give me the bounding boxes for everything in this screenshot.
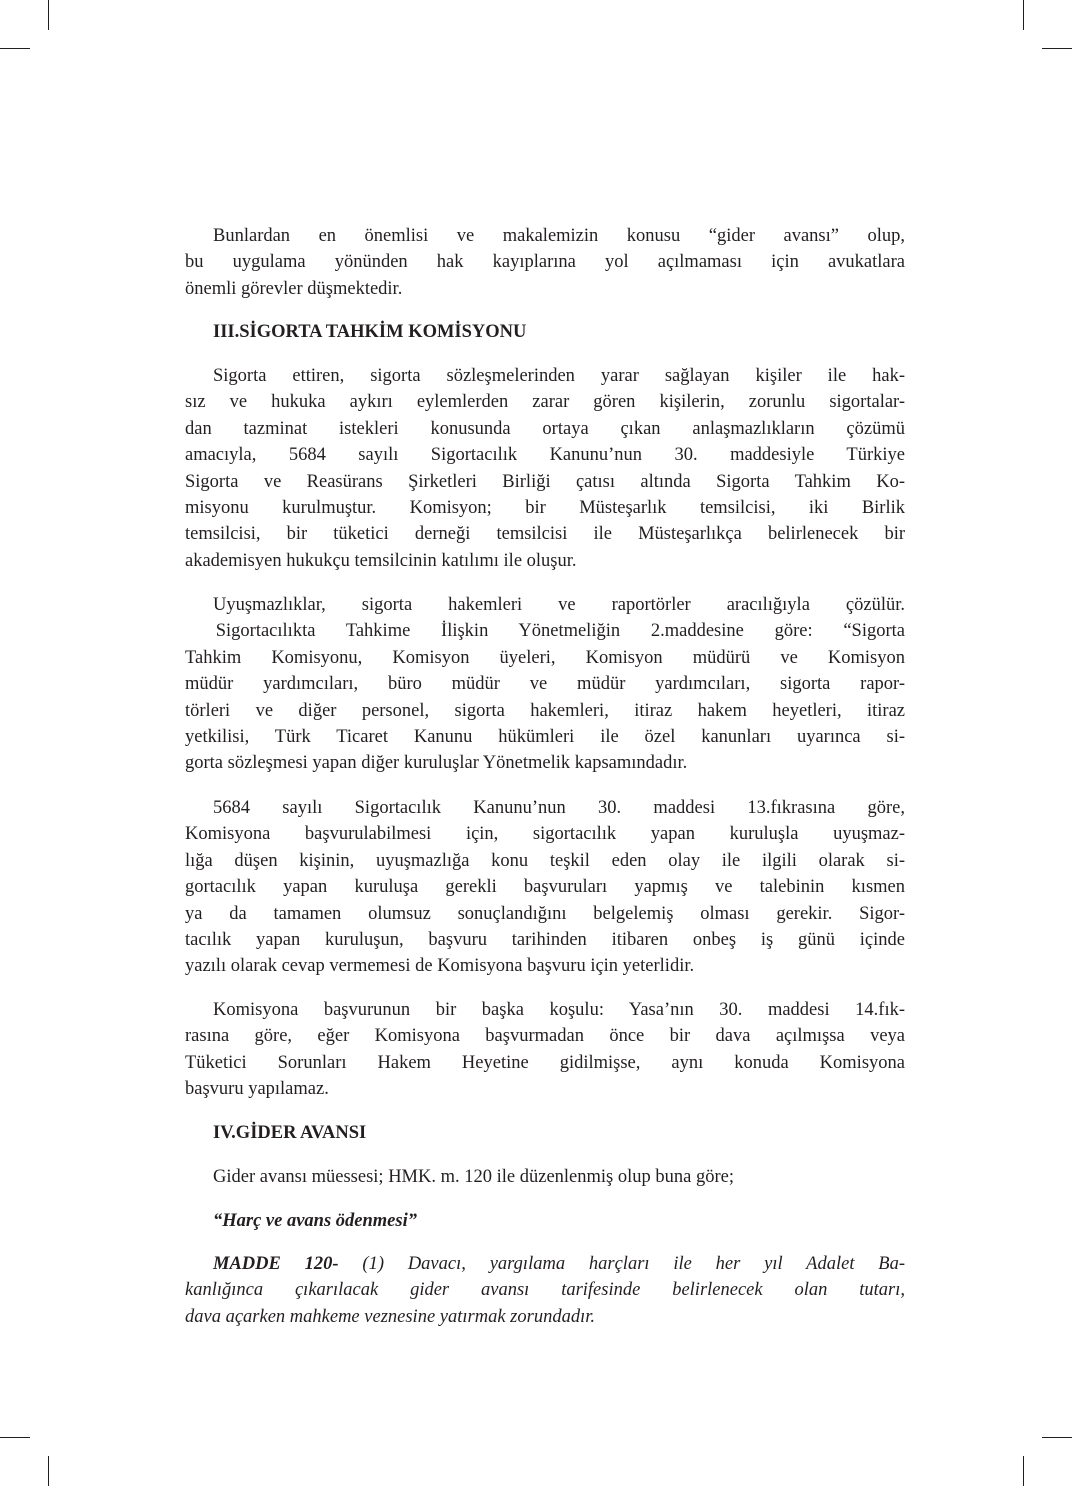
crop-mark <box>0 48 30 49</box>
article-120 <box>185 1251 905 1330</box>
text-line: bu uygulama yönünden hak kayıplarına yol açılmaması için avukatlara <box>185 252 905 273</box>
text-line: Bunlardan en önemlisi ve makalemizin konusu “gider avansı” olup, <box>213 226 905 246</box>
paragraph-2 <box>185 363 905 574</box>
text-line: amacıyla, 5684 sayılı Sigortacılık Kanunu’nun 30. maddesiyle Türkiye <box>185 445 905 466</box>
quote-title: “Harç ve avans ödenmesi” <box>213 1211 417 1231</box>
text-line: törleri ve diğer personel, sigorta hakemleri, itiraz hakem heyetleri, itiraz <box>185 700 905 721</box>
text-line: Komisyona başvurulabilmesi için, sigortacılık yapan kuruluşla uyuşmaz- <box>185 824 905 845</box>
text-line: 5684 sayılı Sigortacılık Kanunu’nun 30. maddesi 13.fıkrasına göre, <box>213 798 905 818</box>
paragraph-3 <box>185 592 905 777</box>
text-line: Uyuşmazlıklar, sigorta hakemleri ve raportörler aracılığıyla çözülür. <box>213 595 905 615</box>
crop-mark <box>48 1456 49 1486</box>
text-line: Komisyona başvurunun bir başka koşulu: Yasa’nın 30. maddesi 14.fık- <box>213 1000 905 1020</box>
text-line: Sigortacılıkta Tahkime İlişkin Yönetmeliğin 2.maddesine göre: “Sigorta <box>185 621 905 642</box>
crop-mark <box>1023 0 1024 30</box>
text-line: misyonu kurulmuştur. Komisyon; bir Müsteşarlık temsilcisi, iki Birlik <box>185 497 905 518</box>
text-line: dan tazminat istekleri konusunda ortaya çıkan anlaşmazlıkların çözümü <box>185 418 905 439</box>
text-line: yetkilisi, Türk Ticaret Kanunu hükümleri ile özel kanunları uyarınca si- <box>185 726 905 747</box>
text-line: başvuru yapılamaz. <box>185 1079 329 1100</box>
text-line: rasına göre, eğer Komisyona başvurmadan önce bir dava açılmışsa veya <box>185 1026 905 1047</box>
paragraph-5 <box>185 997 905 1103</box>
crop-mark <box>48 0 49 30</box>
crop-mark <box>1042 48 1072 49</box>
text-line: Tahkim Komisyonu, Komisyon üyeleri, Komisyon müdürü ve Komisyon <box>185 647 905 668</box>
section-heading-3: III.SİGORTA TAHKİM KOMİSYONU <box>213 322 527 342</box>
text-line: sız ve hukuka aykırı eylemlerden zarar gören kişilerin, zorunlu sigortalar- <box>185 392 905 413</box>
text-line: lığa düşen kişinin, uyuşmazlığa konu teşkil eden olay ile ilgili olarak si- <box>185 850 905 871</box>
text-line: (1) Davacı, yargılama harçları ile her yıl Adalet Ba- <box>338 1254 905 1274</box>
paragraph-4 <box>185 795 905 980</box>
text-line: yazılı olarak cevap vermemesi de Komisyona başvuru için yeterlidir. <box>185 956 695 977</box>
section-heading-4: IV.GİDER AVANSI <box>213 1123 367 1143</box>
crop-mark <box>0 1437 30 1438</box>
crop-mark <box>1042 1437 1072 1438</box>
crop-mark <box>1023 1456 1024 1486</box>
text-line: kanlığınca çıkarılacak gider avansı tarifesinde belirlenecek olan tutarı, <box>185 1280 905 1301</box>
text-line: dava açarken mahkeme veznesine yatırmak zorundadır. <box>185 1306 595 1327</box>
text-line: tacılık yapan kuruluşun, başvuru tarihinden itibaren onbeş iş günü içinde <box>185 929 905 950</box>
text-line: temsilcisi, bir tüketici derneği temsilcisi ile Müsteşarlıkça belirlenecek bir <box>185 524 905 545</box>
text-line: akademisyen hukukçu temsilcinin katılımı ile oluşur. <box>185 550 577 571</box>
text-line: önemli görevler düşmektedir. <box>185 278 403 299</box>
text-line: Sigorta ve Reasürans Şirketleri Birliği çatısı altında Sigorta Tahkim Ko- <box>185 471 905 492</box>
text-line: Tüketici Sorunları Hakem Heyetine gidilmişse, aynı konuda Komisyona <box>185 1052 905 1073</box>
paragraph-6: Gider avansı müessesi; HMK. m. 120 ile düzenlenmiş olup buna göre; <box>213 1167 734 1187</box>
text-line: Sigorta ettiren, sigorta sözleşmelerinden yarar sağlayan kişiler ile hak- <box>213 366 905 386</box>
text-line: gortacılık yapan kuruluşa gerekli başvuruları yapmış ve talebinin kısmen <box>185 877 905 898</box>
article-label: MADDE 120- <box>213 1254 339 1274</box>
paragraph-1 <box>185 223 905 302</box>
text-line: müdür yardımcıları, büro müdür ve müdür yardımcıları, sigorta rapor- <box>185 674 905 695</box>
text-line: ya da tamamen olumsuz sonuçlandığını belgelemiş olması gerekir. Sigor- <box>185 903 905 924</box>
text-line: gorta sözleşmesi yapan diğer kuruluşlar Yönetmelik kapsamındadır. <box>185 753 688 774</box>
